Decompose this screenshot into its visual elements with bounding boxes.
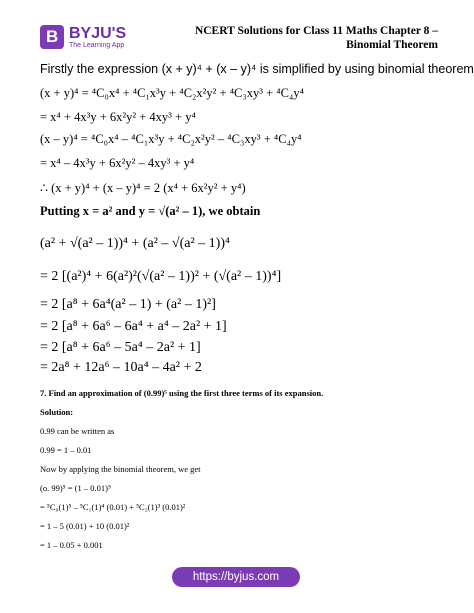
byjus-logo <box>40 24 126 50</box>
equation-11: = 2 [a⁸ + 6a⁶ – 5a⁴ – 2a² + 1] <box>40 340 201 355</box>
equation-7: (a² + √(a² – 1))⁴ + (a² – √(a² – 1))⁴ <box>40 236 230 251</box>
equation-10: = 2 [a⁸ + 6a⁶ – 6a⁴ + a⁴ – 2a² + 1] <box>40 319 227 334</box>
equation-12: = 2a⁸ + 12a⁶ – 10a⁴ – 4a² + 2 <box>40 360 202 375</box>
page-title <box>195 24 438 52</box>
solution-line-6: = 1 – 5 (0.01) + 10 (0.01)² <box>40 521 130 531</box>
intro-text: Firstly the expression (x + y)⁴ + (x – y)⁴ is simplified by using binomial theorem <box>40 62 474 76</box>
byjus-logo-icon: B <box>40 25 64 49</box>
equation-8: = 2 [(a²)⁴ + 6(a²)²(√(a² – 1))² + (√(a² – 1))⁴] <box>40 269 282 284</box>
title-line-1: NCERT Solutions for Class 11 Maths Chapter 8 – <box>194 25 438 37</box>
solution-line-3: Now by applying the binomial theorem, we get <box>40 464 201 474</box>
brand-name: BYJU'S <box>69 24 127 42</box>
equation-6: Putting x = a² and y = √(a² – 1), we obtain <box>40 204 261 218</box>
solution-line-1: 0.99 can be written as <box>40 426 115 436</box>
equation-9: = 2 [a⁸ + 6a⁴(a² – 1) + (a² – 1)²] <box>40 297 216 312</box>
solution-line-4: (o. 99)⁵ = (1 – 0.01)⁵ <box>40 483 111 493</box>
equation-2: = x⁴ + 4x³y + 6x²y² + 4xy³ + y⁴ <box>40 110 196 124</box>
solution-label: Solution: <box>40 407 74 417</box>
solution-line-2: 0.99 = 1 – 0.01 <box>40 445 92 455</box>
brand-tagline: The Learning App <box>69 41 125 49</box>
solution-line-7: = 1 – 0.05 + 0.001 <box>40 540 103 550</box>
equation-4: = x⁴ – 4x³y + 6x²y² – 4xy³ + y⁴ <box>40 156 195 170</box>
equation-3: (x – y)⁴ = ⁴C₀x⁴ – ⁴C₁x³y + ⁴C₂x²y² – ⁴C₃xy³ + ⁴C₄y⁴ <box>40 132 302 146</box>
equation-5: ∴ (x + y)⁴ + (x – y)⁴ = 2 (x⁴ + 6x²y² + y⁴) <box>40 181 246 195</box>
equation-1: (x + y)⁴ = ⁴C₀x⁴ + ⁴C₁x³y + ⁴C₂x²y² + ⁴C₃xy³ + ⁴C₄y⁴ <box>40 86 304 100</box>
question-7: 7. Find an approximation of (0.99)⁵ using the first three terms of its expansion. <box>40 388 324 398</box>
footer-url-link[interactable]: https://byjus.com <box>172 567 300 587</box>
title-line-2: Binomial Theorem <box>346 39 438 51</box>
solution-line-5: = ⁵C₀(1)⁵ – ⁵C₁(1)⁴ (0.01) + ⁵C₂(1)³ (0.01)² <box>40 502 186 512</box>
